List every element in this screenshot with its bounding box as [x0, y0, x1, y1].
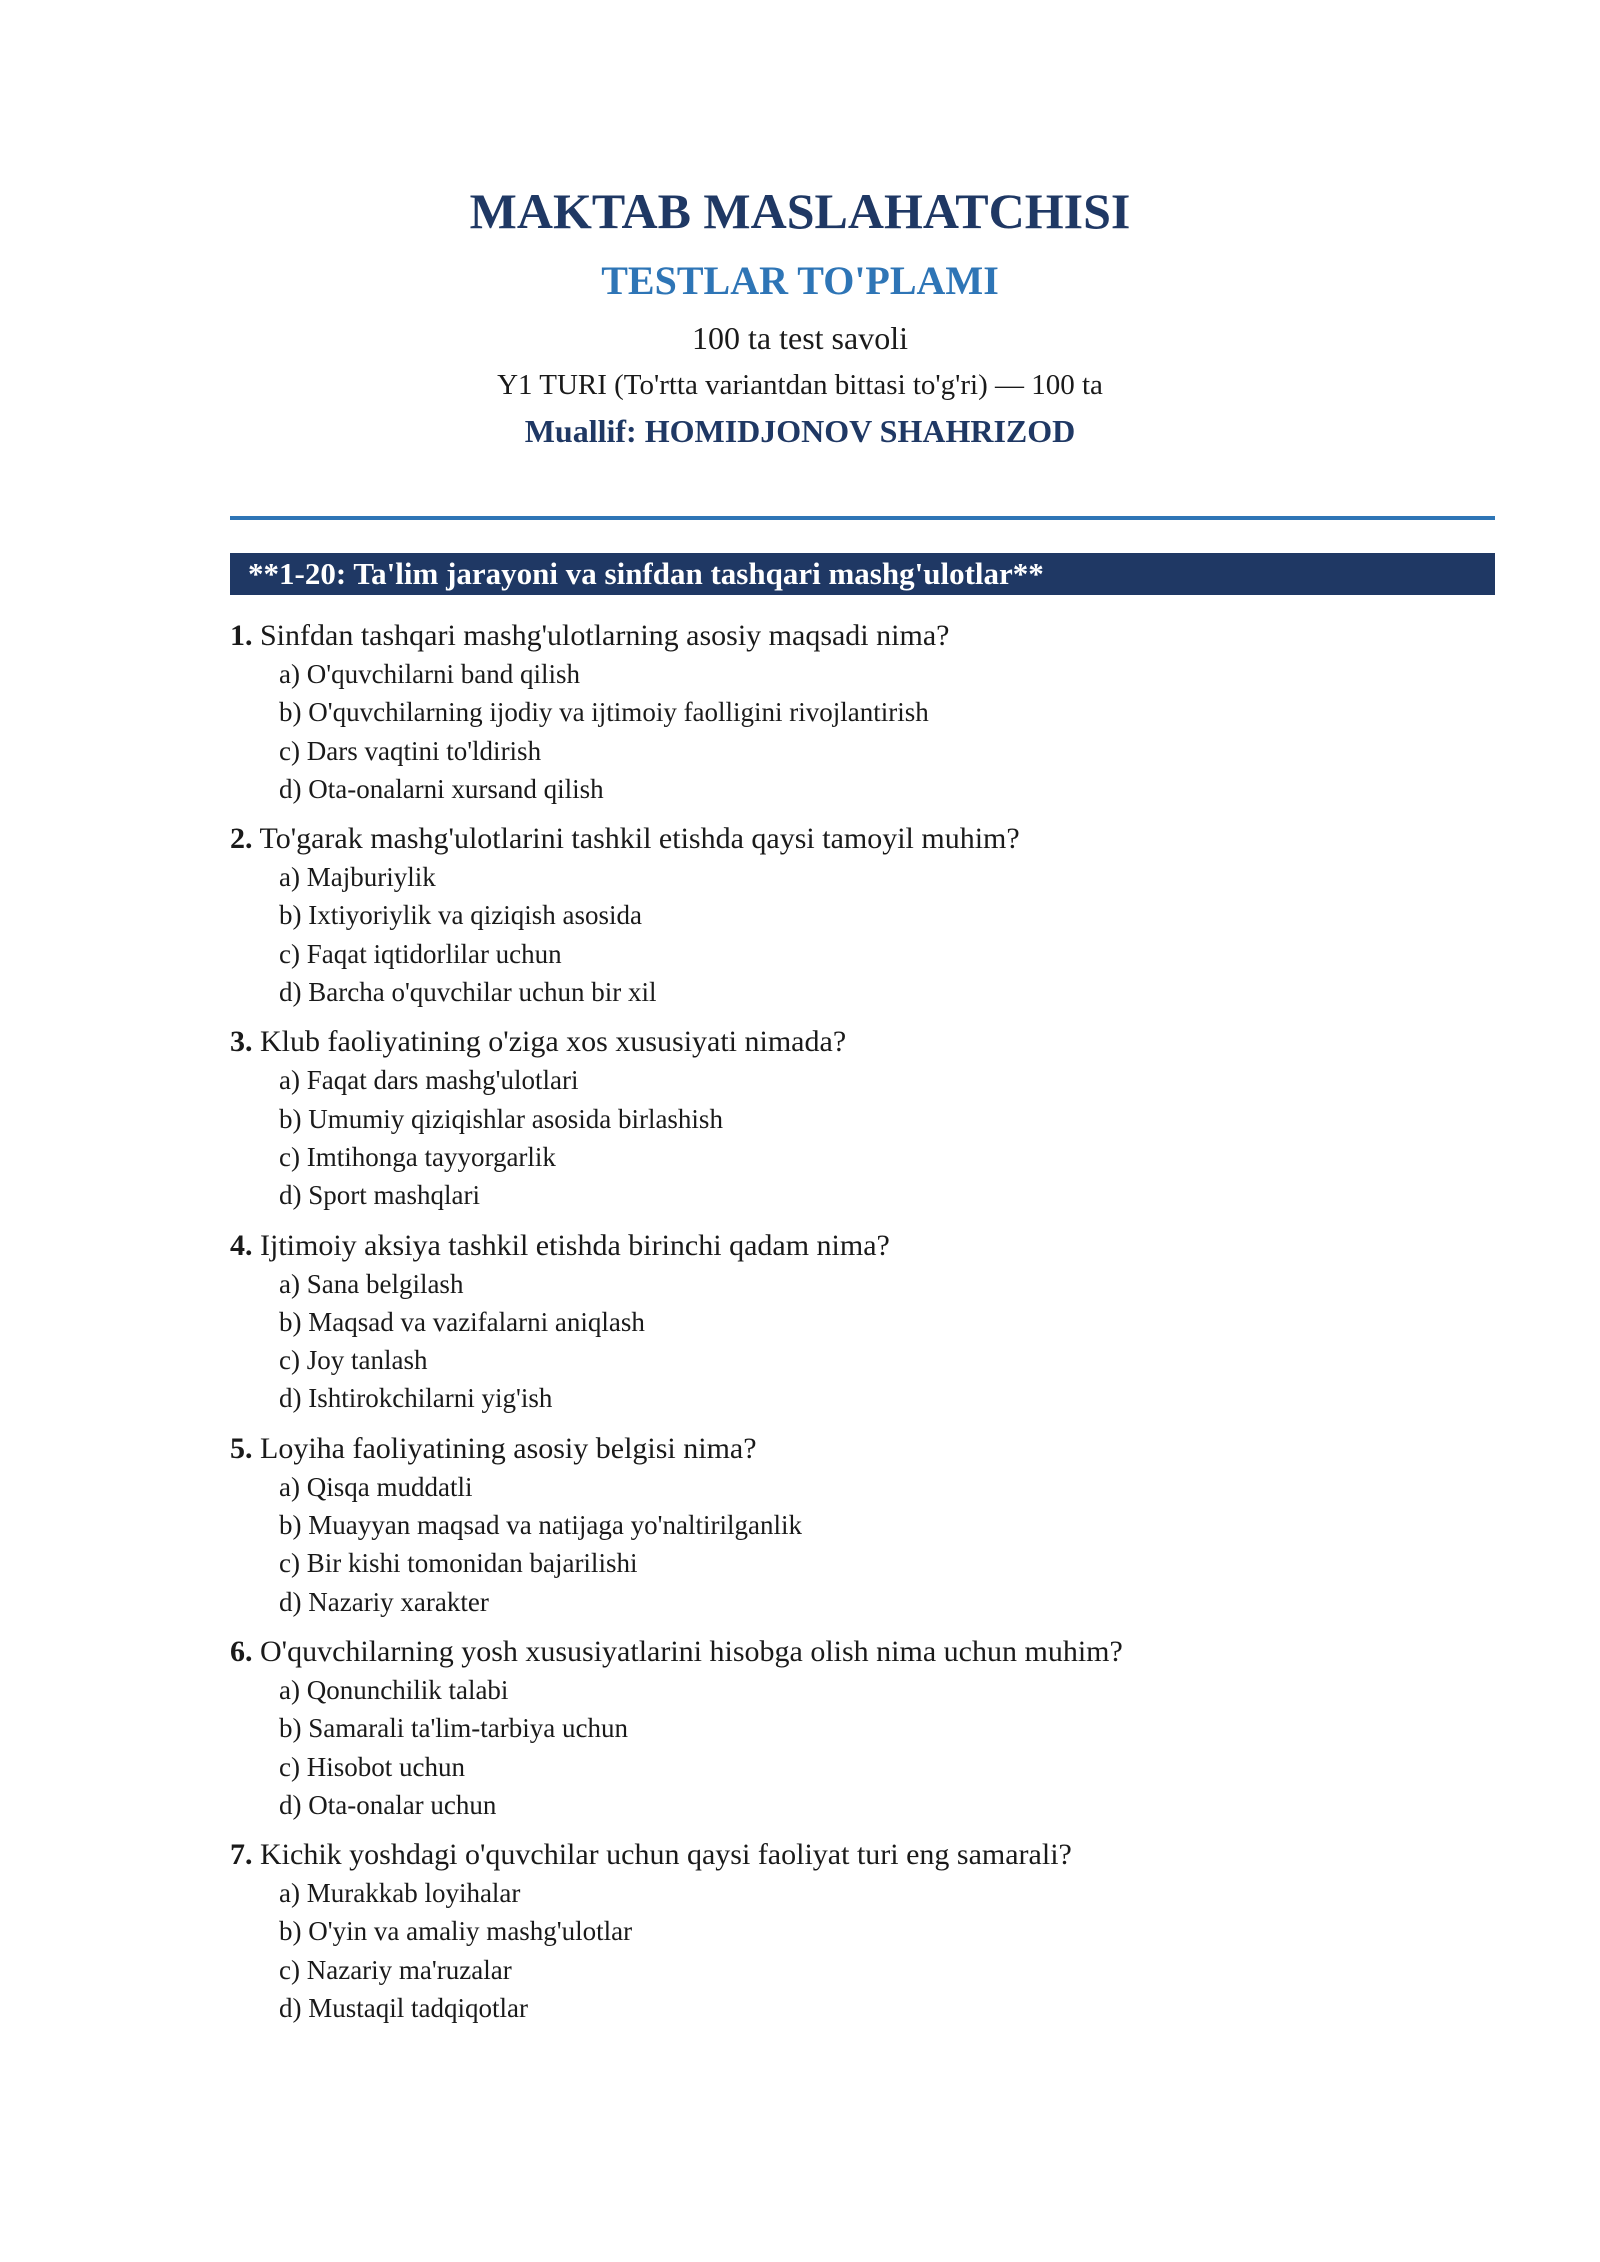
option-c: c) Joy tanlash — [279, 1345, 428, 1376]
question-item — [230, 1023, 1495, 1214]
header-divider — [230, 516, 1495, 520]
question-item — [230, 617, 1495, 808]
option-a: a) O'quvchilarni band qilish — [279, 659, 581, 689]
option-a: a) Murakkab loyihalar — [279, 1878, 521, 1909]
question-number: 1. — [230, 619, 253, 652]
option-b: b) O'quvchilarning ijodiy va ijtimoiy faolligini rivojlantirish — [279, 697, 929, 728]
option-c: c) Nazariy ma'ruzalar — [279, 1954, 512, 1985]
option-d: d) Ota-onalarni xursand qilish — [279, 773, 604, 804]
question-number: 4. — [230, 1228, 253, 1262]
option-list — [230, 858, 1495, 1011]
question-text — [230, 820, 1495, 858]
option-b: b) Samarali ta'lim-tarbiya uchun — [279, 1713, 628, 1744]
author-line: Muallif: HOMIDJONOV SHAHRIZOD — [524, 413, 1076, 449]
question-prompt: Sinfdan tashqari mashg'ulotlarning asosiy maqsadi nima? — [260, 619, 950, 652]
question-prompt: Kichik yoshdagi o'quvchilar uchun qaysi faoliyat turi eng samarali? — [260, 1838, 1072, 1872]
option-d: d) Ota-onalar uchun — [279, 1789, 497, 1820]
question-text — [230, 617, 1495, 655]
question-item — [230, 1430, 1495, 1621]
option-a: a) Majburiylik — [279, 862, 436, 893]
question-count: 100 ta test savoli — [692, 320, 908, 356]
option-list — [230, 1265, 1495, 1418]
option-d: d) Mustaqil tadqiqotlar — [279, 1993, 528, 2024]
option-d: d) Ishtirokchilarni yig'ish — [279, 1383, 553, 1414]
question-number: 7. — [230, 1838, 253, 1872]
question-text — [230, 1023, 1495, 1061]
document-subtitle: TESTLAR TO'PLAMI — [601, 258, 999, 303]
document-title: MAKTAB MASLAHATCHISI — [469, 183, 1131, 239]
question-item — [230, 1836, 1495, 2027]
option-a: a) Qonunchilik talabi — [279, 1674, 509, 1705]
option-d: d) Sport mashqlari — [279, 1180, 480, 1211]
question-item — [230, 1633, 1495, 1824]
question-number: 2. — [230, 822, 253, 856]
question-text — [230, 1227, 1495, 1265]
option-b: b) Umumiy qiziqishlar asosida birlashish — [279, 1103, 723, 1134]
option-c: c) Imtihonga tayyorgarlik — [279, 1141, 556, 1172]
option-list — [230, 1671, 1495, 1824]
option-list — [230, 655, 1495, 808]
option-c: c) Bir kishi tomonidan bajarilishi — [279, 1548, 638, 1579]
option-d: d) Barcha o'quvchilar uchun bir xil — [279, 977, 657, 1008]
question-text — [230, 1836, 1495, 1874]
question-prompt: O'quvchilarning yosh xususiyatlarini hisobga olish nima uchun muhim? — [260, 1634, 1123, 1668]
option-a: a) Sana belgilash — [279, 1268, 464, 1299]
question-prompt: To'garak mashg'ulotlarini tashkil etishda qaysi tamoyil muhim? — [259, 822, 1020, 856]
question-prompt: Ijtimoiy aksiya tashkil etishda birinchi qadam nima? — [260, 1228, 890, 1262]
option-b: b) Maqsad va vazifalarni aniqlash — [279, 1306, 645, 1337]
option-c: c) Faqat iqtidorlilar uchun — [279, 938, 562, 969]
option-b: b) O'yin va amaliy mashg'ulotlar — [279, 1916, 633, 1947]
option-a: a) Qisqa muddatli — [279, 1471, 473, 1502]
question-item — [230, 1227, 1495, 1418]
option-b: b) Muayyan maqsad va natijaga yo'naltirilganlik — [279, 1510, 802, 1541]
question-text — [230, 1430, 1495, 1468]
section-heading: **1-20: Ta'lim jarayoni va sinfdan tashqari mashg'ulotlar** — [230, 553, 1495, 595]
option-list — [230, 1468, 1495, 1621]
option-c: c) Dars vaqtini to'ldirish — [279, 735, 542, 766]
question-number: 6. — [230, 1634, 253, 1668]
option-b: b) Ixtiyoriylik va qiziqish asosida — [279, 900, 642, 931]
option-list — [230, 1061, 1495, 1214]
option-a: a) Faqat dars mashg'ulotlari — [279, 1065, 579, 1096]
option-d: d) Nazariy xarakter — [279, 1586, 489, 1617]
question-item — [230, 820, 1495, 1011]
question-prompt: Klub faoliyatining o'ziga xos xususiyati nimada? — [260, 1025, 847, 1059]
question-text — [230, 1633, 1495, 1671]
option-c: c) Hisobot uchun — [279, 1751, 465, 1782]
question-list — [230, 617, 1495, 2039]
option-list — [230, 1874, 1495, 2027]
question-number: 3. — [230, 1025, 253, 1059]
question-number: 5. — [230, 1431, 253, 1465]
question-prompt: Loyiha faoliyatining asosiy belgisi nima? — [260, 1431, 757, 1465]
test-type: Y1 TURI (To'rtta variantdan bittasi to'g'ri) — 100 ta — [497, 369, 1103, 401]
